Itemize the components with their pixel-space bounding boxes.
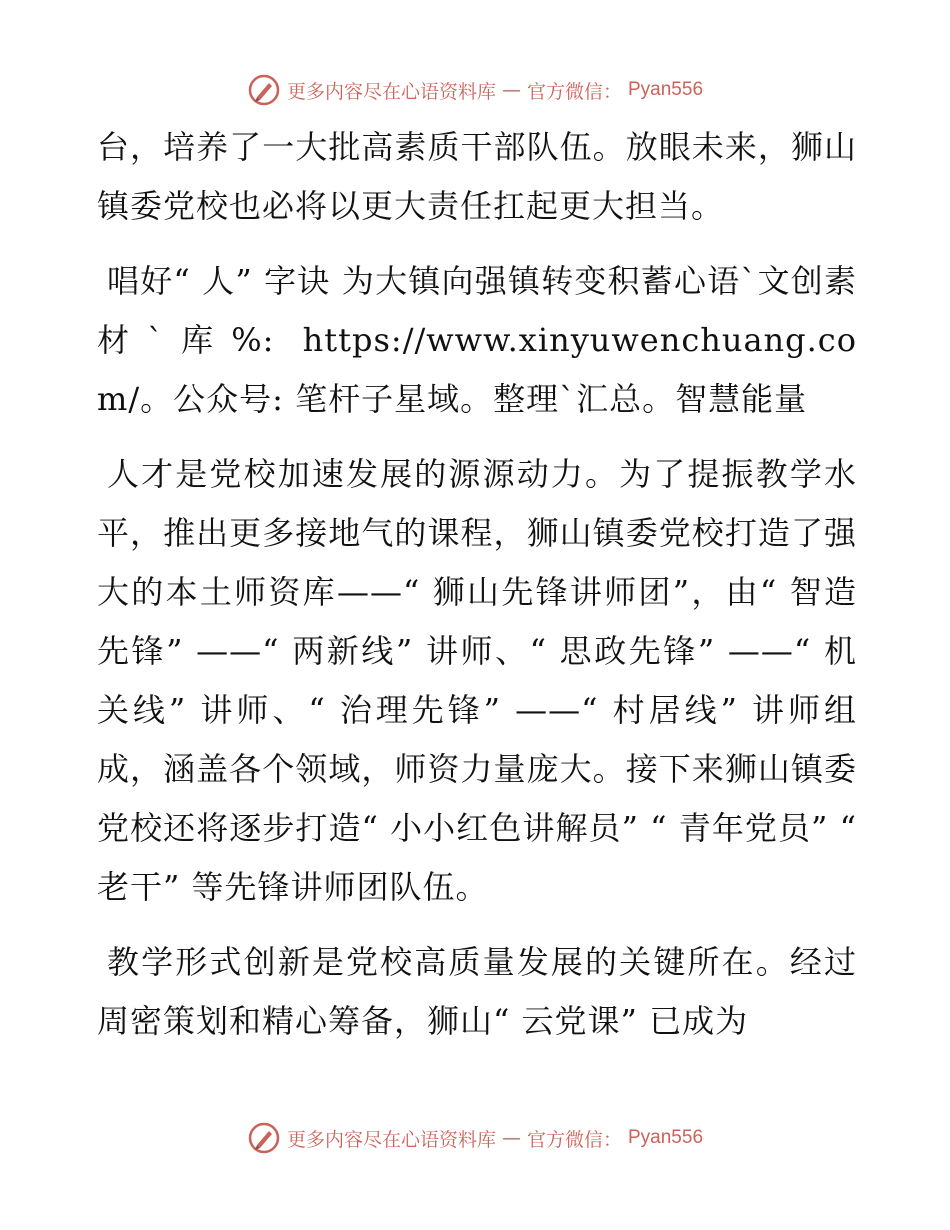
watermark-text: 更多内容尽在心语资料库 bbox=[286, 1128, 496, 1151]
document-body bbox=[97, 118, 857, 1067]
paragraph-2: 唱好“ 人” 字诀 为大镇向强镇转变积蓄心语`文创素材`库%: https://www.xinyuwenchuang.com/。公众号: 笔杆子星域。整理`汇总。智慧能量 bbox=[97, 262, 857, 418]
paragraph-3: 人才是党校加速发展的源源动力。为了提振教学水平，推出更多接地气的课程，狮山镇委党校打造了强大的本土师资库——“ 狮山先锋讲师团”，由“ 智造先锋” ——“ 两新线” 讲师、“ 思政先锋” ——“ 机关线” 讲师、“ 治理先锋” ——“ 村居线” 讲师组成，涵盖各个领域，师资力量庞大。接下来狮山镇委党校还将逐步打造“ 小小红色讲解员” “ 青年党员” “ 老干” 等先锋讲师团队伍。 bbox=[97, 455, 857, 906]
pen-logo-icon bbox=[247, 73, 281, 107]
watermark-label: 官方微信： bbox=[526, 1128, 622, 1151]
watermark-label: 官方微信： bbox=[526, 80, 622, 103]
header-watermark bbox=[0, 70, 950, 110]
paragraph-4: 教学形式创新是党校高质量发展的关键所在。经过周密策划和精心筹备，狮山“ 云党课” 已成为 bbox=[97, 943, 857, 1040]
watermark-text: 更多内容尽在心语资料库 bbox=[286, 80, 496, 103]
watermark-id: Pyan556 bbox=[628, 1127, 704, 1148]
paragraph-1: 台，培养了一大批高素质干部队伍。放眼未来，狮山镇委党校也必将以更大责任扛起更大担当。 bbox=[97, 128, 857, 225]
watermark-separator: — bbox=[501, 1127, 521, 1149]
pen-logo-icon bbox=[247, 1121, 281, 1155]
footer-watermark bbox=[0, 1118, 950, 1158]
watermark-separator: — bbox=[501, 79, 521, 101]
watermark-id: Pyan556 bbox=[628, 79, 704, 100]
